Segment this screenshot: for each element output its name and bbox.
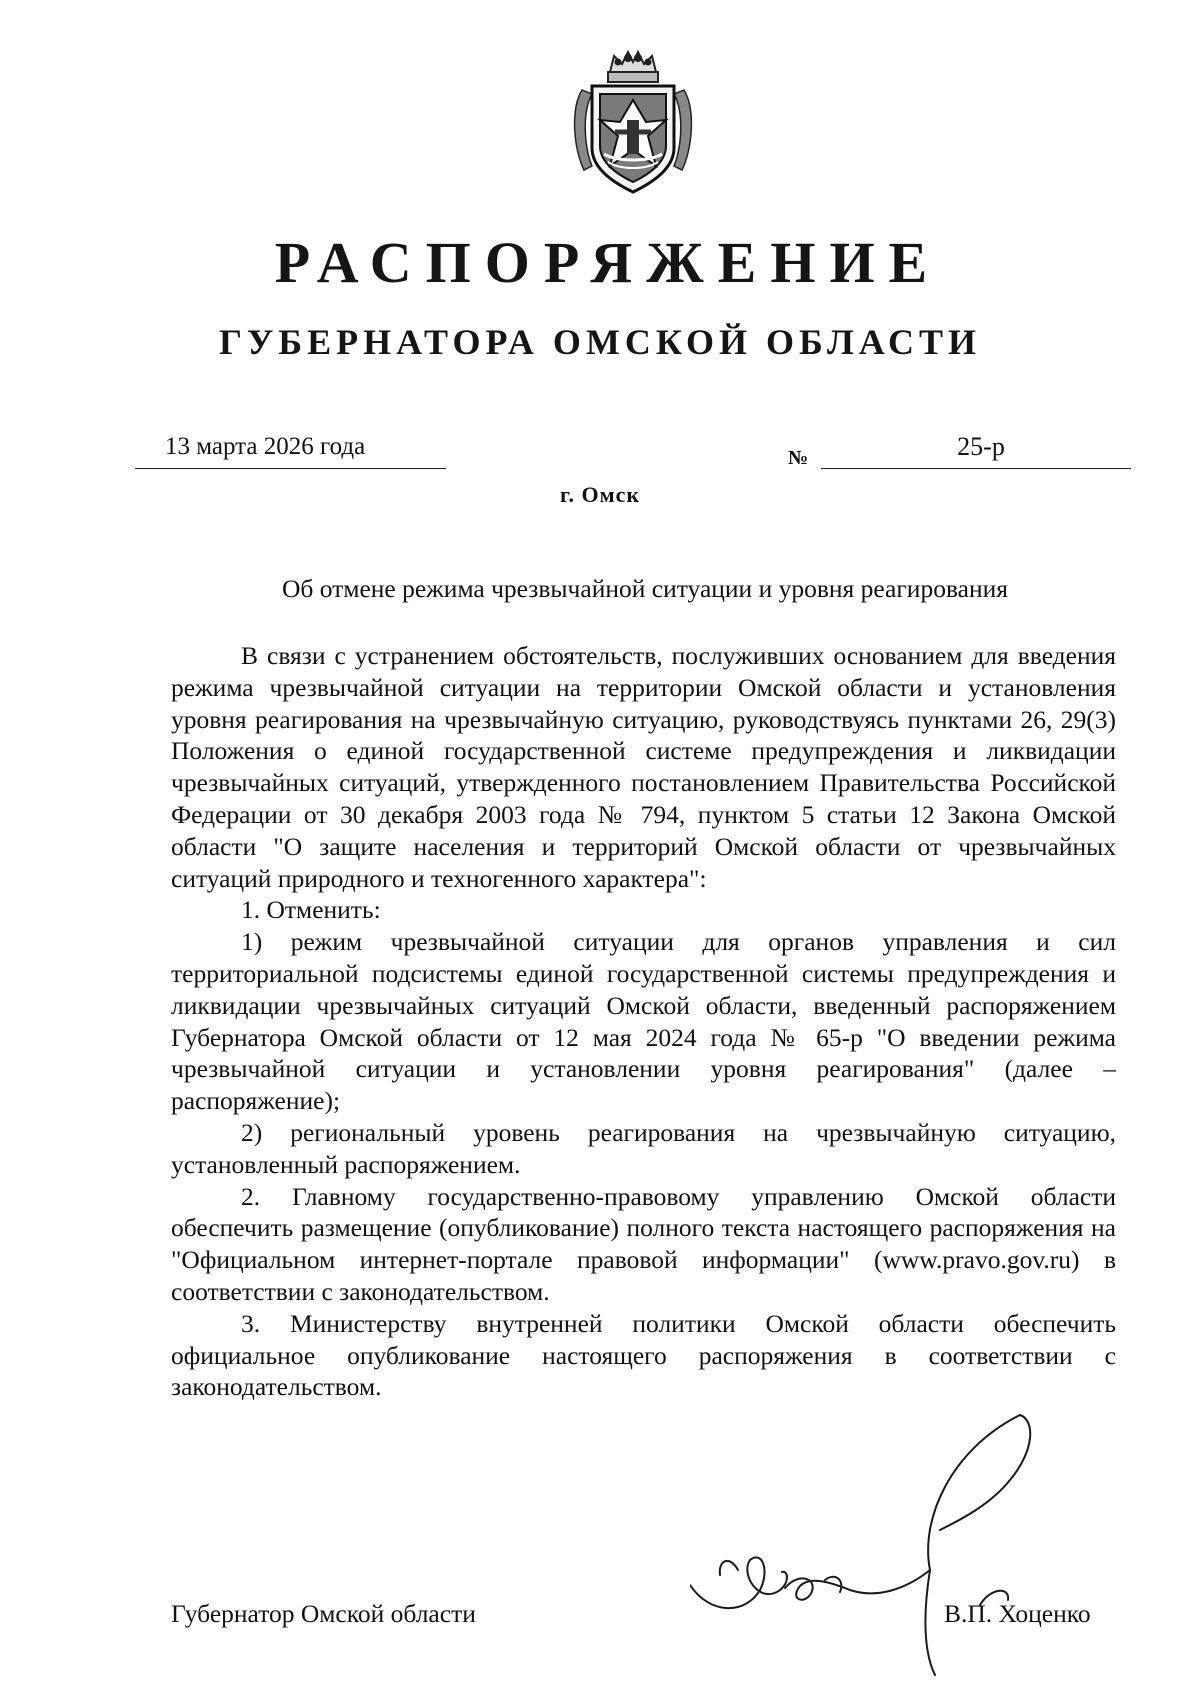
document-subject: Об отмене режима чрезвычайной ситуации и уровня реагирования bbox=[282, 574, 1008, 603]
item-3: 3. Министерству внутренней политики Омской области обеспечить официальное опубликование настоящего распоряжения в соответствии с законодательством. bbox=[171, 1308, 1116, 1402]
signatory-name: В.П. Хоценко bbox=[944, 1599, 1091, 1628]
signatory-role: Губернатор Омской области bbox=[171, 1599, 476, 1628]
document-subtitle: ГУБЕРНАТОРА ОМСКОЙ ОБЛАСТИ bbox=[218, 322, 982, 362]
number-sign: № bbox=[788, 447, 809, 469]
coat-of-arms-icon bbox=[570, 50, 696, 195]
item-1-2: 2) региональный уровень реагирования на чрезвычайную ситуацию, установленный распоряжением. bbox=[171, 1117, 1116, 1179]
document-title: РАСПОРЯЖЕНИЕ bbox=[274, 230, 942, 295]
item-1-1: 1) режим чрезвычайной ситуации для органов управления и сил территориальной подсистемы единой государственной системы предупреждения и ликвидации чрезвычайных ситуаций Омской области, введенный распоряжением Губернатора Омской области от 12 мая 2024 года № 65-р "О введении режима чрезвычайной ситуации и установлении уровня реагирования" (далее – распоряжение); bbox=[171, 927, 1116, 1116]
document-body bbox=[171, 640, 1116, 1403]
document-number: 25-р bbox=[957, 432, 1005, 461]
document-date: 13 марта 2026 года bbox=[165, 433, 366, 460]
preamble-paragraph: В связи с устранением обстоятельств, послуживших основанием для введения режима чрезвычайной ситуации на территории Омской области и установления уровня реагирования на чрезвычайную ситуацию, руководствуясь пунктами 26, 29(3) Положения о единой государственной системе предупреждения и ликвидации чрезвычайных ситуаций, утвержденного постановлением Правительства Российской Федерации от 30 декабря 2003 года № 794, пунктом 5 статьи 12 Закона Омской области "О защите населения и территорий Омской области от чрезвычайных ситуаций природного и техногенного характера": bbox=[171, 641, 1116, 893]
date-field bbox=[135, 430, 446, 469]
item-2: 2. Главному государственно-правовому управлению Омской области обеспечить размещение (опубликование) полного текста настоящего распоряжения на "Официальном интернет-портале правовой информации" (www.pravo.gov.ru) в соответствии с законодательством. bbox=[171, 1181, 1116, 1306]
signature-icon bbox=[690, 1410, 1090, 1680]
item-1: 1. Отменить: bbox=[241, 895, 381, 925]
document-city: г. Омск bbox=[559, 482, 641, 507]
number-field bbox=[821, 430, 1131, 469]
